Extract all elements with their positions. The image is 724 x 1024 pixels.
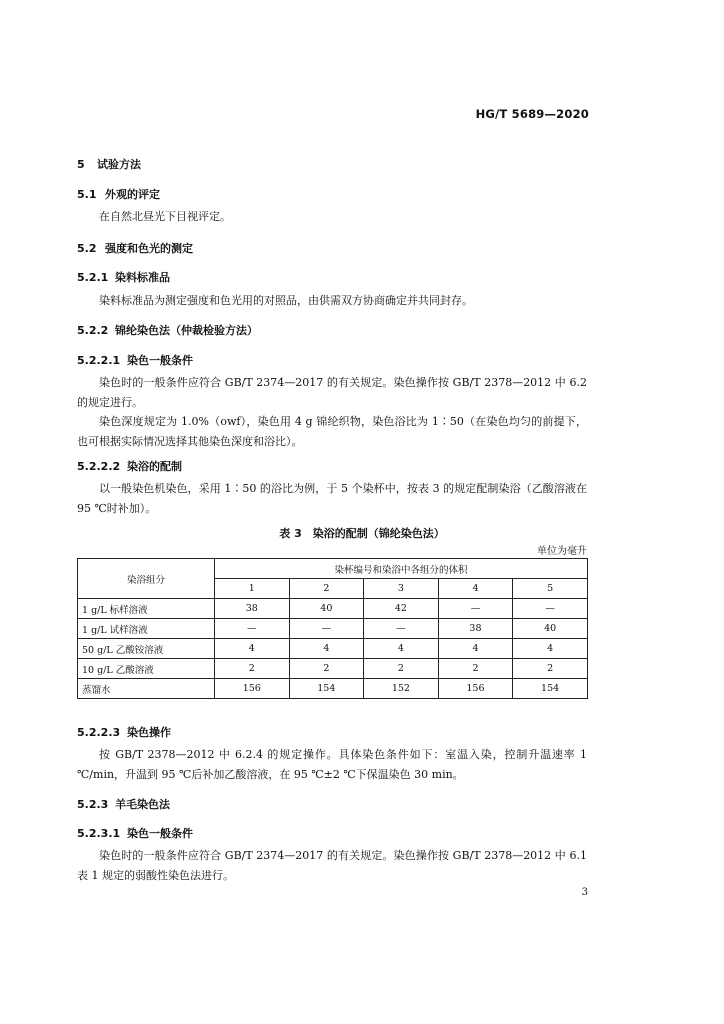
cup-number: 4 (438, 579, 513, 599)
para-5-2-2-1-b: 染色深度规定为 1.0%（owf），染色用 4 g 锦纶织物，染色浴比为 1∶50（在染色均匀的前提下，也可根据实际情况选择其他染色深度和浴比）。 (77, 415, 587, 448)
cell: — (215, 619, 290, 639)
cell: 2 (513, 659, 588, 679)
table-unit: 单位为毫升 (537, 546, 587, 557)
cup-number: 5 (513, 579, 588, 599)
page-number: 3 (581, 887, 588, 898)
cell: 38 (438, 619, 513, 639)
cell: 2 (215, 659, 290, 679)
cell: 4 (289, 639, 364, 659)
cell: 4 (513, 639, 588, 659)
para-5-2-1: 染料标准品为测定强度和色光用的对照品，由供需双方协商确定并共同封存。 (99, 294, 473, 307)
cell: 4 (438, 639, 513, 659)
heading-5: 5 试验方法 (77, 158, 141, 171)
cup-number: 1 (215, 579, 290, 599)
para-5-2-2-3: 按 GB/T 2378—2012 中 6.2.4 的规定操作。具体染色条件如下：室温入染，控制升温速率 1 ℃/min，升温到 95 ℃后补加乙酸溶液，在 95 ℃±2 ℃下保温染色 30 min。 (77, 748, 587, 781)
row-label: 10 g/L 乙酸溶液 (78, 659, 215, 679)
table-row (78, 639, 588, 659)
para-5-2-2-1-a: 染色时的一般条件应符合 GB/T 2374—2017 的有关规定。染色操作按 GB/T 2378—2012 中 6.2 的规定进行。 (77, 376, 587, 409)
cell: 152 (364, 679, 439, 699)
cell: 42 (364, 599, 439, 619)
row-label: 蒸馏水 (78, 679, 215, 699)
table-caption: 表 3 染浴的配制（锦纶染色法） (279, 527, 445, 540)
heading-5-2-2-1: 5.2.2.1 染色一般条件 (77, 354, 193, 367)
cell: 4 (215, 639, 290, 659)
heading-5-2-1: 5.2.1 染料标准品 (77, 271, 170, 284)
table-row (78, 659, 588, 679)
row-label: 50 g/L 乙酸铵溶液 (78, 639, 215, 659)
row-label: 1 g/L 试样溶液 (78, 619, 215, 639)
cell: — (438, 599, 513, 619)
cell: — (289, 619, 364, 639)
table-row (78, 679, 588, 699)
para-5-2-2-2: 以一般染色机染色，采用 1∶50 的浴比为例，于 5 个染杯中，按表 3 的规定配制染浴（乙酸溶液在 95 ℃时补加）。 (77, 482, 587, 515)
table-row (78, 619, 588, 639)
para-5-2-3-1: 染色时的一般条件应符合 GB/T 2374—2017 的有关规定。染色操作按 GB/T 2378—2012 中 6.1 表 1 规定的弱酸性染色法进行。 (77, 849, 587, 882)
heading-5-2: 5.2 强度和色光的测定 (77, 242, 193, 255)
cell: 40 (289, 599, 364, 619)
row-label: 1 g/L 标样溶液 (78, 599, 215, 619)
cell: 154 (289, 679, 364, 699)
heading-5-2-2: 5.2.2 锦纶染色法（仲裁检验方法） (77, 324, 258, 337)
para-5-1: 在自然北昼光下目视评定。 (99, 210, 231, 223)
dye-bath-table (77, 558, 588, 699)
heading-5-2-3: 5.2.3 羊毛染色法 (77, 798, 170, 811)
standard-code: HG/T 5689—2020 (475, 107, 589, 121)
table-row (78, 599, 588, 619)
cell: 2 (289, 659, 364, 679)
cup-number: 2 (289, 579, 364, 599)
group-header: 染杯编号和染浴中各组分的体积 (215, 559, 588, 579)
cell: 38 (215, 599, 290, 619)
cell: — (364, 619, 439, 639)
cell: 156 (438, 679, 513, 699)
cell: 40 (513, 619, 588, 639)
col-header-component: 染浴组分 (78, 559, 215, 599)
cup-number: 3 (364, 579, 439, 599)
cell: 4 (364, 639, 439, 659)
cell: 156 (215, 679, 290, 699)
cell: 154 (513, 679, 588, 699)
heading-5-2-3-1: 5.2.3.1 染色一般条件 (77, 827, 193, 840)
cell: — (513, 599, 588, 619)
heading-5-1: 5.1 外观的评定 (77, 188, 160, 201)
cell: 2 (364, 659, 439, 679)
cell: 2 (438, 659, 513, 679)
heading-5-2-2-3: 5.2.2.3 染色操作 (77, 726, 171, 739)
heading-5-2-2-2: 5.2.2.2 染浴的配制 (77, 460, 182, 473)
